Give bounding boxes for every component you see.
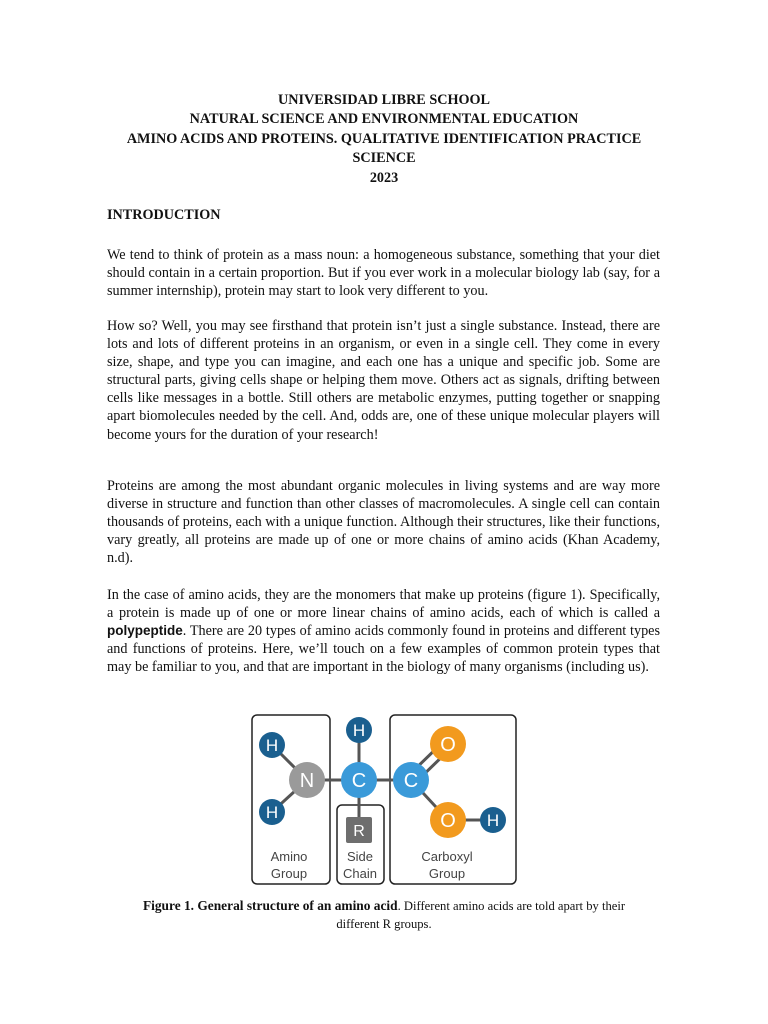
school-name: UNIVERSIDAD LIBRE SCHOOL: [277, 92, 491, 108]
carboxyl-label-line1: Carboxyl: [421, 849, 473, 864]
polypeptide-term: polypeptide: [107, 623, 183, 639]
figure-caption: [120, 897, 648, 933]
paragraph-2: How so? Well, you may see firsthand that protein isn’t just a single substance. Instead, there are lots and lots of different proteins in an organism, or even in a single cell. They come in every size, shape, and type you can imagine, and each one has a unique and specific job. Some are structural parts, giving cells shape or helping them move. Others act as signals, drifting between cells like messages in a bottle. Still others are metabolic enzymes, putting together or snapping apart biomolecules needed by the cell. And, odds are, one of these unique molecular players will become yours for the duration of your research!: [107, 318, 660, 443]
caption-title: Figure 1. General structure of an amino acid: [142, 898, 398, 913]
practice-title: AMINO ACIDS AND PROTEINS. QUALITATIVE IDENTIFICATION PRACTICE: [126, 130, 642, 147]
caption-text: . Different amino acids are told apart by their different R groups.: [336, 899, 626, 931]
subject-name: SCIENCE: [352, 150, 416, 167]
h-bottom-left-symbol: H: [265, 803, 279, 822]
side-chain-label-line1: Side: [346, 849, 374, 864]
carboxyl-label-line2: Group: [428, 866, 466, 881]
amino-label-line2: Group: [270, 866, 308, 881]
department-name: NATURAL SCIENCE AND ENVIRONMENTAL EDUCATION: [189, 111, 579, 128]
document-header: [100, 91, 668, 188]
c-alpha-symbol: C: [351, 770, 367, 792]
paragraph-3: Proteins are among the most abundant organic molecules in living systems and are way more diverse in structure and function than other classes of macromolecules. A single cell can contain thousands of proteins, each with a unique function. Although their structures, like their functions, vary greatly, all proteins are made up of one or more chains of amino acids (Khan Academy, n.d).: [107, 478, 660, 567]
o-double-symbol: O: [440, 734, 456, 756]
c-carboxyl-symbol: C: [403, 770, 419, 792]
n-symbol: N: [299, 770, 315, 792]
r-symbol: R: [353, 823, 365, 840]
h-hydroxyl-symbol: H: [486, 811, 500, 830]
amino-acid-structure-figure: [248, 712, 520, 888]
paragraph-4-text-start: In the case of amino acids, they are the monomers that make up proteins (figure 1). Specifically, a protein is made up of one or more linear chains of amino acids, each of which is called a: [107, 587, 660, 622]
paragraph-4-text-end: . There are 20 types of amino acids commonly found in proteins and different types and functions of proteins. Here, we’ll touch on a few examples of common protein types that may be familiar to you, and that are important in the biology of many organisms (including us).: [107, 623, 660, 676]
section-heading: INTRODUCTION: [107, 207, 221, 223]
paragraph-1: We tend to think of protein as a mass noun: a homogeneous substance, something that your diet should contain in a certain proportion. But if you ever work in a molecular biology lab (say, for a summer internship), protein may start to look very different to you.: [107, 247, 660, 300]
h-top-symbol: H: [352, 721, 366, 740]
side-chain-label-line2: Chain: [343, 866, 377, 881]
amino-label-line1: Amino: [270, 849, 308, 864]
h-top-left-symbol: H: [265, 736, 279, 755]
year: 2023: [369, 169, 399, 186]
o-single-symbol: O: [440, 810, 456, 832]
paragraph-4: [107, 586, 660, 676]
